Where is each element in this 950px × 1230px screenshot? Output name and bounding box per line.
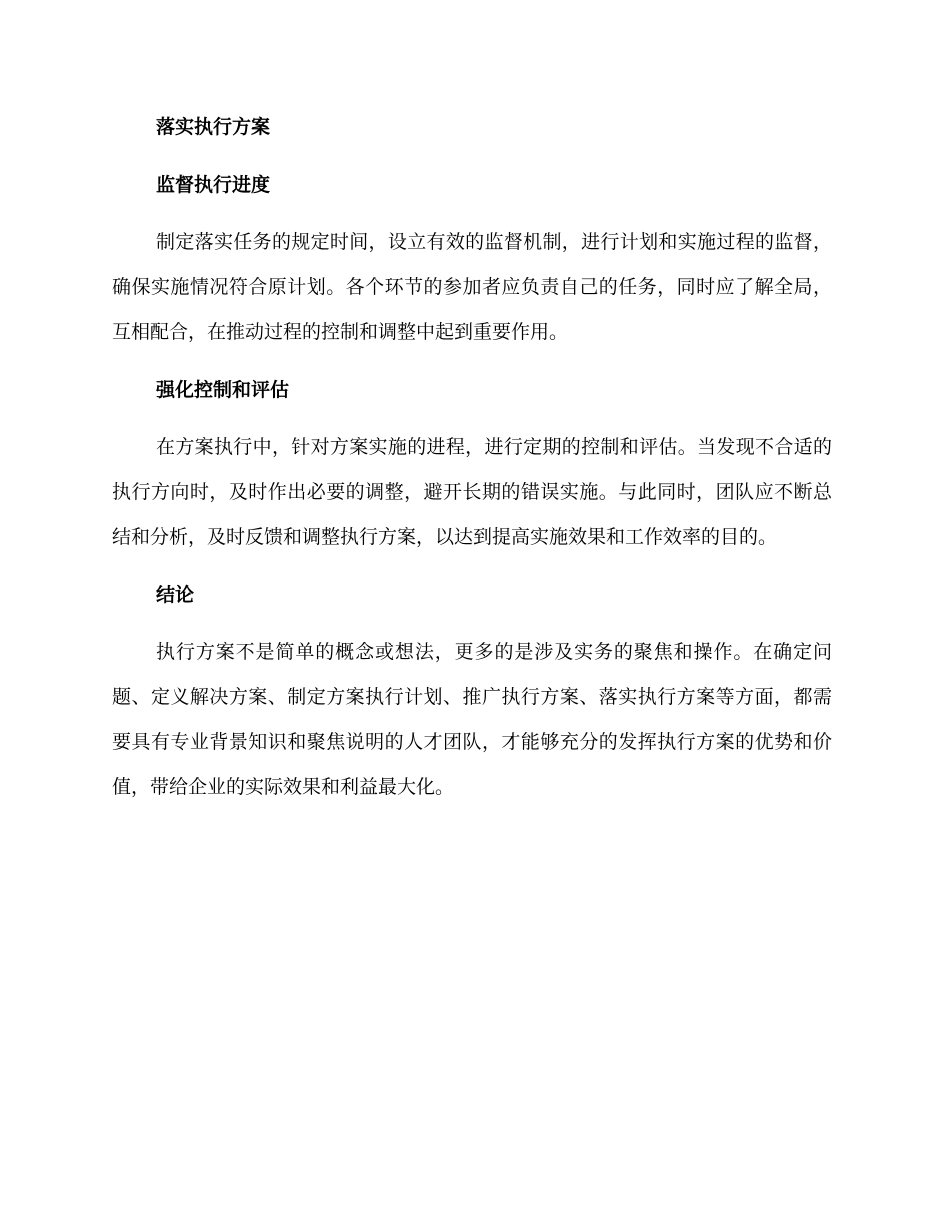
section-heading-implement-plan: 落实执行方案 xyxy=(156,116,271,138)
section-heading-control-evaluate: 强化控制和评估 xyxy=(156,379,290,401)
document-page xyxy=(112,112,832,830)
section-heading-monitor-progress: 监督执行进度 xyxy=(156,174,271,196)
section-heading-conclusion: 结论 xyxy=(156,584,195,606)
paragraph-conclusion: 执行方案不是简单的概念或想法，更多的是涉及实务的聚焦和操作。在确定问题、定义解决方案、制定方案执行计划、推广执行方案、落实执行方案等方面，都需要具有专业背景知识和聚焦说明的人才团队，才能够充分的发挥执行方案的优势和价值，带给企业的实际效果和利益最大化。 xyxy=(112,641,832,798)
paragraph-monitor-progress: 制定落实任务的规定时间，设立有效的监督机制，进行计划和实施过程的监督，确保实施情况符合原计划。各个环节的参加者应负责自己的任务，同时应了解全局，互相配合，在推动过程的控制和调整中起到重要作用。 xyxy=(112,231,832,343)
paragraph-control-evaluate: 在方案执行中，针对方案实施的进程，进行定期的控制和评估。当发现不合适的执行方向时，及时作出必要的调整，避开长期的错误实施。与此同时，团队应不断总结和分析，及时反馈和调整执行方案，以达到提高实施效果和工作效率的目的。 xyxy=(112,436,832,548)
